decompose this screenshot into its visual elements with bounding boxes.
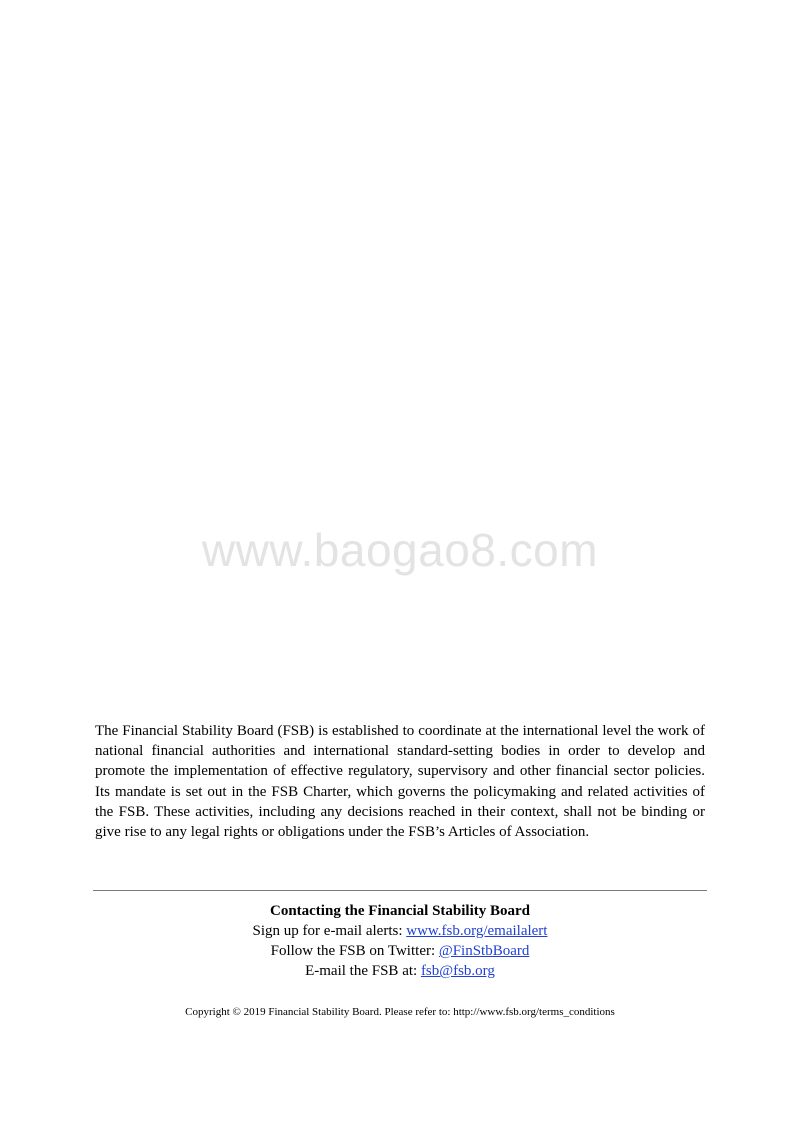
mandate-paragraph: The Financial Stability Board (FSB) is established to coordinate at the international level the work of national financial authorities and international standard-setting bodies in order to develop and promote the implementation of effective regulatory, supervisory and other financial sector policies. Its mandate is set out in the FSB Charter, which governs the policymaking and related activities of the FSB. These activities, including any decisions reached in their context, shall not be binding or give rise to any legal rights or obligations under the FSB’s Articles of Association. (95, 723, 705, 841)
twitter-label: Follow the FSB on Twitter: (270, 943, 439, 959)
email-link[interactable]: fsb@fsb.org (420, 963, 495, 979)
copyright-notice: Copyright © 2019 Financial Stability Board. Please refer to: http://www.fsb.org/terms_conditions (185, 1006, 615, 1018)
contact-block (0, 901, 800, 981)
email-alerts-line (0, 921, 800, 941)
email-alerts-label: Sign up for e-mail alerts: (252, 923, 407, 939)
email-label: E-mail the FSB at: (305, 963, 421, 979)
section-divider (93, 890, 707, 891)
email-line (0, 961, 800, 981)
watermark: www.baogao8.com (201, 524, 599, 576)
twitter-line (0, 941, 800, 961)
email-alerts-link[interactable]: www.fsb.org/emailalert (406, 923, 548, 939)
contact-heading: Contacting the Financial Stability Board (269, 903, 531, 919)
twitter-link[interactable]: @FinStbBoard (438, 943, 530, 959)
